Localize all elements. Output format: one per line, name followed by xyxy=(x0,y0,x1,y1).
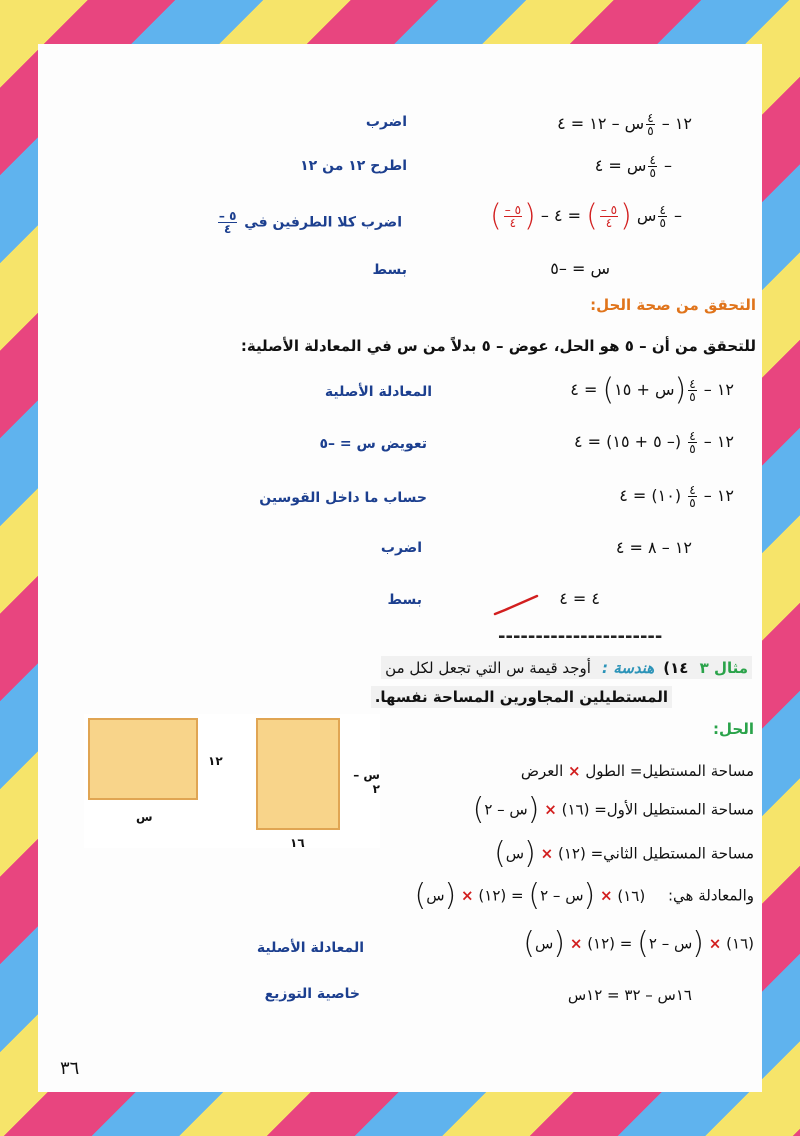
step-4-equation: س = –٥ xyxy=(550,259,610,278)
check-step-3-equation: ١٢ – $\frac{٤}{٥}$ (١٠) = ٤ xyxy=(619,483,734,510)
final-step-1-label: المعادلة الأصلية xyxy=(256,940,364,956)
solution-line-4: والمعادلة هي: (١٦) × (س – ٢) = (١٢) × (س) xyxy=(414,878,754,913)
solution-line-3: مساحة المستطيل الثاني= (١٢) × (س) xyxy=(494,836,754,871)
check-step-4-equation: ١٢ – ٨ = ٤ xyxy=(615,538,692,557)
rectangle-first-bottom-label: ١٦ xyxy=(290,836,305,850)
step-3-label: اضرب كلا الطرفين في $\frac{٥ -}{٤}$ xyxy=(218,209,402,236)
page-sheet xyxy=(38,44,762,1092)
step-2-equation: – $\frac{٤}{٥}$ س = ٤ xyxy=(594,153,672,180)
check-step-2-equation: ١٢ – $\frac{٤}{٥}$ (– ٥ + ١٥) = ٤ xyxy=(573,429,734,456)
solution-line-1: مساحة المستطيل= الطول × العرض xyxy=(520,762,754,780)
solution-heading: الحل: xyxy=(713,720,754,738)
example-text-line2: المستطيلين المجاورين المساحة نفسها. xyxy=(371,686,672,708)
rectangle-first xyxy=(256,718,340,830)
check-heading: التحقق من صحة الحل: xyxy=(590,296,756,314)
step-2-label: اطرح ١٢ من ١٢ xyxy=(300,158,407,174)
checkmark-icon xyxy=(493,592,539,618)
step-1-equation: ١٢ – $\frac{٤}{٥}$ س – ١٢ = ٤ xyxy=(557,111,692,138)
final-step-1-equation: (١٦) × (س – ٢) = (١٢) × (س) xyxy=(523,926,754,961)
step-1-label: اضرب xyxy=(365,114,407,130)
divider: ---------------------- xyxy=(498,626,663,647)
check-step-3-label: حساب ما داخل القوسين xyxy=(259,490,427,506)
check-step-5-equation: ٤ = ٤ xyxy=(559,589,600,608)
example-number: ١٤) xyxy=(663,659,689,677)
check-step-4-label: اضرب xyxy=(380,540,422,556)
rectangle-second-width-label: س xyxy=(136,810,153,824)
check-intro: للتحقق من أن – ٥ هو الحل، عوض – ٥ بدلاً من س في المعادلة الأصلية: xyxy=(240,337,756,355)
check-step-5-label: بسط xyxy=(387,592,422,608)
check-step-2-label: تعويض س = –٥ xyxy=(319,436,427,452)
solution-line-2: مساحة المستطيل الأول= (١٦) × (س – ٢) xyxy=(472,792,754,827)
rectangle-first-side-label: س – ٢ xyxy=(353,768,380,796)
rectangle-second-height-label: ١٢ xyxy=(208,754,223,768)
final-step-2-equation: ١٦س – ٣٢ = ١٢س xyxy=(567,986,692,1004)
example-label: مثال ٣ xyxy=(699,659,748,677)
check-step-1-label: المعادلة الأصلية xyxy=(324,384,432,400)
page-number: ٣٦ xyxy=(60,1058,80,1079)
final-step-2-label: خاصية التوزيع xyxy=(264,986,360,1002)
example-text-line1: أوجد قيمة س التي تجعل لكل من xyxy=(385,659,591,677)
check-step-1-equation: ١٢ – $\frac{٤}{٥}$ (س + ١٥) = ٤ xyxy=(570,372,734,408)
example-topic: هندسة : xyxy=(602,659,655,677)
rectangle-second xyxy=(88,718,198,800)
example-title-line xyxy=(381,656,752,679)
step-3-equation: – $\frac{٤}{٥}$ س ( $\frac{٥ -}{٤}$ ) = ٤ – ( $\frac{٥ -}{٤}$ ) xyxy=(490,198,682,234)
rectangles-figure xyxy=(84,714,380,848)
step-4-label: بسط xyxy=(372,262,407,278)
